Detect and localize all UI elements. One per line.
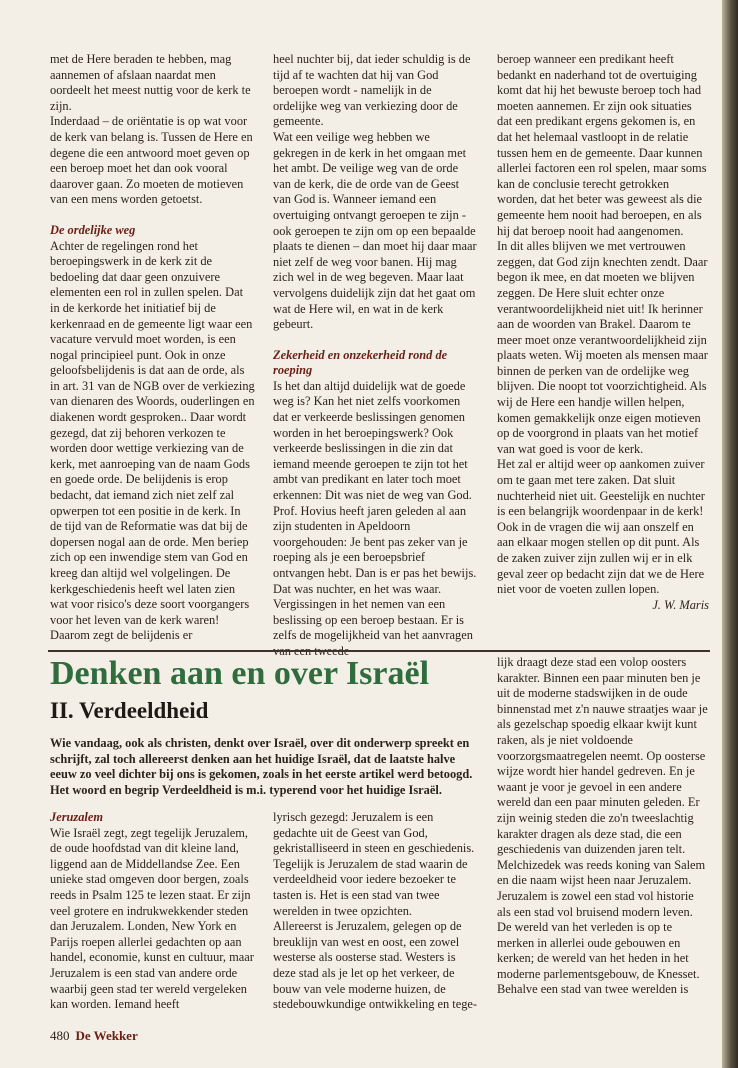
article-title: Denken aan en over Israël — [50, 655, 430, 692]
paragraph: Het zal er altijd weer op aankomen zuiver om te gaan met tere zaken. Dat sluit nuchterheid niet uit. Geestelijk en nuchter is een belangrijk woordenpaar in de kerk! Ook in de vragen die wij aan onszelf en aan elkaar mogen stellen op dit punt. Als de zaken zuiver zijn zullen wij er in elk geval zeer op bedacht zijn dat we de Here niet voor de voeten zullen lopen. — [497, 457, 705, 597]
section-heading: Jeruzalem — [50, 810, 104, 824]
section-divider — [48, 650, 710, 652]
paragraph: Is het dan altijd duidelijk wat de goede weg is? Kan het niet zelfs voorkomen dat er verkeerde beslissingen genomen worden in het beroepingswerk? Ook verkeerde beslissingen in die zin dat iemand meende geroepen te zijn tot het ambt van predikant en later toch moet erkennen: Dit was niet de weg van God. — [273, 378, 472, 503]
section-heading: Zekerheid en onzekerheid rond de roeping — [273, 347, 448, 378]
paragraph: met de Here beraden te hebben, mag aannemen of afslaan naardat men oordeelt het meest nuttig voor de kerk te zijn. — [50, 52, 251, 113]
article2-column-3 — [497, 655, 709, 998]
paragraph: Achter de regelingen rond het beroepingswerk in de kerk zit de bedoeling dat daar geen onzuivere elementen een rol in zullen spelen. Dat in de kerkorde het initiatief bij de kerkenraad en de gemeente ligt waar een vacature vervuld moet worden, is een nogal principieel punt. Ook in onze geloofsbelijdenis is dat aan de orde, als in art. 31 van de NGB over de verkiezing van dienaren des Woords, ouderlingen en diakenen wordt gesproken.. Daar wordt gezegd, dat zij behoren verkozen te worden door wettige verkiezing van de kerk, met aanroeping van de naam Gods en goede orde. De belijdenis is erop bedacht, dat iemand zich niet zelf zal opwerpen tot een positie in de kerk. In de tijd van de Reformatie was dat bij de dopersen nogal aan de orde. Men beriep zich op een inwendige stem van God en kreeg dan altijd wel volgelingen. De kerkgeschiedenis heeft wel laten zien wat voor risico's deze soort voorgangers voor het leven van de kerk waren! Daarom zegt de belijdenis er — [50, 238, 255, 643]
paragraph: Allereerst is Jeruzalem, gelegen op de breuklijn van west en oost, een zowel westerse als oosterse stad. Westers is deze stad als je let op het verkeer, de bouw van vele moderne huizen, de stedebouwkundige ontwikkeling en tege- — [273, 919, 478, 1012]
paragraph: beroep wanneer een predikant heeft bedankt en naderhand tot de overtuiging komt dat hij het bewuste beroep toch had moeten aannemen. Er zijn ook situaties dat een predikant ergens gekomen is, en dat het helemaal vastloopt in de relatie tussen hem en de gemeente. Daar kunnen allerlei factoren een rol spelen, maar soms kan de conclusie terecht getrokken worden, dat het beter was geweest als die gemeente hem nooit had beroepen, en als hij dat beroep nooit had aangenomen. — [497, 52, 707, 238]
paragraph: In dit alles blijven we met vertrouwen zeggen, dat God zijn knechten zendt. Daar begon ik mee, en dat moeten we blijven zeggen. De Here sluit echter onze verantwoordelijkheid niet uit! Ik herinner aan de woorden van Brakel. Daarom te meer moet onze verantwoordelijkheid zijn plaats weten. Wij moeten als mensen maar binnen de perken van de ordelijke weg blijven. Die noopt tot voorzichtigheid. Als wij de Here een handje willen helpen, komen gemakkelijk onze eigen motieven op de voorgrond in plaats van het motief van wat goed is voor de kerk. — [497, 239, 708, 456]
author-signature: J. W. Maris — [652, 597, 709, 612]
paragraph: Behalve een stad van twee werelden is — [497, 982, 689, 997]
article2-column-1 — [50, 810, 255, 1013]
paragraph: lijk draagt deze stad een volop oosters karakter. Binnen een paar minuten ben je uit de moderne stadswijken in de oude binnenstad met z'n nauwe straatjes waar je als gezelschap spoedig elkaar kwijt kunt raken, als je niet voldoende voorzorgsmaatregelen neemt. Op oosterse wijze wordt hier handel gedreven. En je waant je voor je gevoel in een andere wereld dan een paar minuten geleden. Er zijn weinig steden die zo'n tweeslachtig karakter dragen als deze stad, die een geschiedenis van duizenden jaren telt. Melchizedek was reeds koning van Salem en die naam wijst heen naar Jeruzalem. Jeruzalem is zowel een stad vol historie als een stad vol bruisend modern leven. De wereld van het verleden is op te merken in allerlei oude gebouwen en kerken; de wereld van het heden in het moderne parlementsgebouw, de Knesset. — [497, 655, 708, 981]
paragraph: Tegelijk is Jeruzalem de stad waarin de verdeeldheid voor iedere bezoeker te tasten is. Het is een stad van twee werelden in twee opzichten. — [273, 856, 468, 918]
paragraph: Inderdaad – de oriëntatie is op wat voor de kerk van belang is. Tussen de Here en degene die een antwoord moet geven op een beroep moet het dan ook vooral daarover gaan. Zo moeten de motieven van een mens worden getoetst. — [50, 114, 253, 207]
paragraph: lyrisch gezegd: Jeruzalem is een gedachte uit de Geest van God, gekristalliseerd in steen en geschiedenis. — [273, 810, 475, 856]
article-subtitle: II. Verdeeldheid — [50, 698, 209, 723]
paragraph: Prof. Hovius heeft jaren geleden al aan zijn studenten in Apeldoorn voorgehouden: Je bent pas zeker van je roeping als je een beroepsbrief ontvangen hebt. Dan is er pas het bewijs. Dat was nuchter, en het was waar. Vergissingen in het nemen van een beslissing op een beroep bestaan. Er is zelfs de mogelijkheid van het aanvragen — [273, 503, 477, 643]
page-number: 480 — [50, 1028, 70, 1043]
paragraph: Wie Israël zegt, zegt tegelijk Jeruzalem, de oude hoofdstad van dit kleine land, liggend aan de Middellandse Zee. Een unieke stad omgeven door bergen, zoals reeds in Psalm 125 te lezen staat. Er zijn veel grotere en indrukwekkender steden dan Jeruzalem. Londen, New York en Parijs roepen allerlei gedachten op aan handel, economie, kunst en cultuur, maar Jeruzalem is een stad van andere orde waarbij geen stad ter wereld vergeleken kan worden. Iemand heeft — [50, 825, 254, 1012]
article-intro: Wie vandaag, ook als christen, denkt over Israël, over dit onderwerp spreekt en schrijft, zal toch allereerst denken aan het huidige Israël, dat de laatste halve eeuw zo veel dichter bij ons is gekomen, zoals in het eerste artikel werd betoogd. Het woord en begrip Verdeeldheid is m.i. typerend voor het huidige Israël. — [50, 736, 473, 797]
section-heading: De ordelijke weg — [50, 222, 136, 237]
article1-column-3 — [497, 52, 709, 613]
article1-column-2 — [273, 52, 478, 660]
paragraph: Wat een veilige weg hebben we gekregen in de kerk in het omgaan met het ambt. De veilige weg van de orde van de kerk, die de orde van de Geest van God is. Wanneer iemand een overtuiging ontvangt geroepen te zijn - ook geroepen te zijn om op een bepaalde plaats te dienen – dan moet hij daar maar niet zelf de weg voor banen. Hij mag zich wel in de weg begeven. Maar laat vervolgens duidelijk zijn dat het gaat om wat de Here wil, en wat in de kerk gebeurt. — [273, 129, 477, 332]
page-footer — [50, 1028, 138, 1044]
paragraph: heel nuchter bij, dat ieder schuldig is de tijd af te wachten dat hij van God beroepen wordt - namelijk in de ordelijke weg van verkiezing door de gemeente. — [273, 52, 471, 129]
page-binding-edge — [722, 0, 738, 1068]
article2-column-2 — [273, 810, 478, 1013]
article1-column-1 — [50, 52, 255, 644]
publication-name: De Wekker — [75, 1028, 138, 1043]
